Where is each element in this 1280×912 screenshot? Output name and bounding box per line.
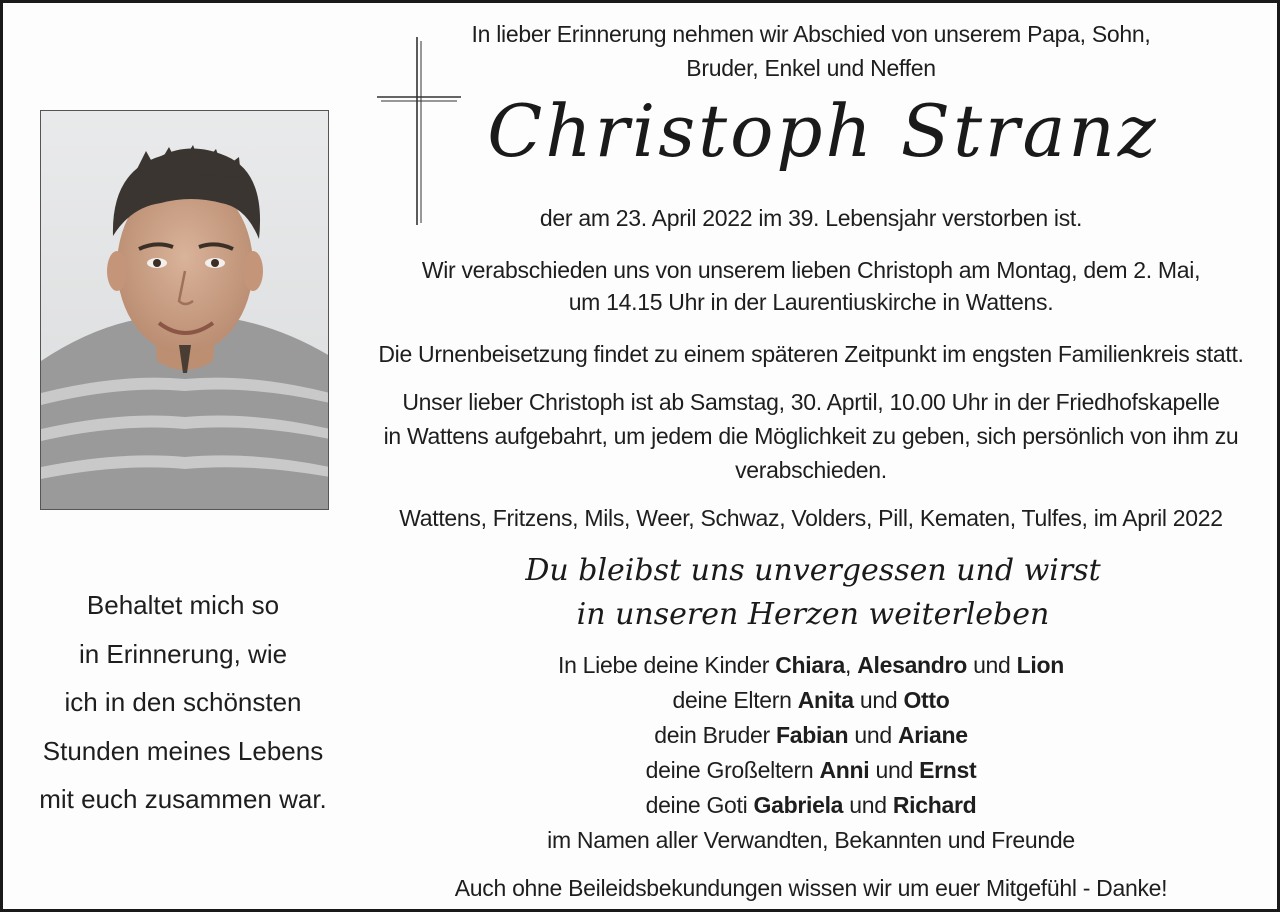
farewell-line-2: um 14.15 Uhr in der Laurentiuskirche in Wattens.	[568, 289, 1054, 315]
separator: ,	[845, 652, 852, 678]
quote-line-2: in Erinnerung, wie	[78, 638, 288, 669]
quote-line-1: Behaltet mich so	[86, 590, 280, 620]
death-date-line: der am 23. April 2022 im 39. Lebensjahr verstorben ist.	[539, 205, 1083, 231]
conjunction: und	[854, 722, 892, 748]
mourners-others: im Namen aller Verwandten, Bekannten und Freunde	[547, 827, 1075, 853]
portrait-image	[41, 111, 329, 510]
viewing-line-1: Unser lieber Christoph ist ab Samstag, 30. Aprtil, 10.00 Uhr in der Friedhofskapelle	[402, 389, 1220, 415]
memorial-quote	[23, 581, 343, 824]
conjunction: und	[859, 687, 898, 713]
portrait-photo	[40, 110, 329, 510]
conjunction: und	[849, 792, 887, 818]
mourners-godmother	[353, 788, 1269, 822]
mourners-grandparents	[353, 753, 1269, 787]
conjunction: und	[973, 652, 1011, 678]
child-name: Lion	[1016, 652, 1064, 678]
prefix: deine Großeltern	[645, 757, 814, 783]
parent-name: Otto	[903, 687, 950, 713]
farewell-line-1: Wir verabschieden uns von unserem lieben Christoph am Montag, dem 2. Mai,	[421, 257, 1201, 283]
grandparent-name: Anni	[819, 757, 870, 783]
quote-line-5: mit euch zusammen war.	[39, 784, 327, 814]
parent-name: Anita	[797, 687, 854, 713]
viewing-line-3: verabschieden.	[735, 457, 887, 483]
prefix: In Liebe deine Kinder	[558, 652, 770, 678]
deceased-name: Christoph Stranz	[487, 89, 1159, 173]
prefix: deine Goti	[645, 792, 748, 818]
child-name: Alesandro	[857, 652, 967, 678]
brother-name: Fabian	[775, 722, 849, 748]
mourners-parents	[353, 683, 1269, 717]
viewing-line-2: in Wattens aufgebahrt, um jedem die Möglichkeit zu geben, sich persönlich von ihm zu	[383, 423, 1239, 449]
prefix: deine Eltern	[672, 687, 792, 713]
prefix: dein Bruder	[654, 722, 770, 748]
quote-line-3: ich in den schönsten	[64, 687, 302, 717]
closing-line: Auch ohne Beileidsbekundungen wissen wir um euer Mitgefühl - Danke!	[454, 875, 1168, 901]
motto-line-1: Du bleibst uns unvergessen und wirst	[525, 553, 1101, 588]
mourners-children	[353, 648, 1269, 682]
mourners-brother	[353, 718, 1269, 752]
partner-name: Ariane	[897, 722, 968, 748]
motto-line-2: in unseren Herzen weiterleben	[576, 597, 1050, 632]
conjunction: und	[875, 757, 913, 783]
grandparent-name: Ernst	[919, 757, 977, 783]
child-name: Chiara	[775, 652, 845, 678]
intro-line-1: In lieber Erinnerung nehmen wir Abschied von unserem Papa, Sohn,	[471, 21, 1151, 47]
quote-line-4: Stunden meines Lebens	[42, 735, 324, 766]
godmother-name: Gabriela	[753, 792, 844, 818]
urn-burial-line: Die Urnenbeisetzung findet zu einem späteren Zeitpunkt im engsten Familienkreis statt.	[378, 341, 1244, 367]
partner-name: Richard	[892, 792, 977, 818]
intro-line-2: Bruder, Enkel und Neffen	[686, 55, 936, 81]
places-date-line: Wattens, Fritzens, Mils, Weer, Schwaz, Volders, Pill, Kematen, Tulfes, im April 2022	[399, 505, 1223, 531]
